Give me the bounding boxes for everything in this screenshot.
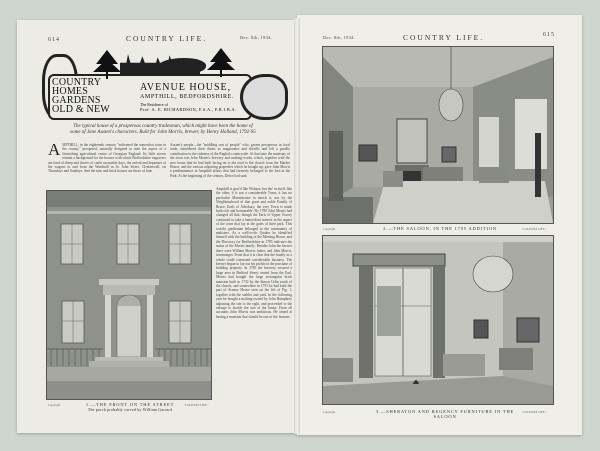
body-text: Ampthill is grac'd like Woburn, but tho' in itself, like the other, it is not a considerable Town; it has no particular Manufacture to enrich it, nor by the Neighbourhood of that great and noble Family of Bruce, Earls of Ailesbury, the very Town is made both rich and honourable. By 1780 John Morris had changed all that, though the Earls of Upper Ossory continued to take a benevolent interest in the aspect of the town that lay at the gates of their park. This worthy gentleman belonged to the community of maltsters. As a well-to-do Quaker he identified himself with the building of the Meeting House, and the Directory for Bedfordshire in 1785 indicates the status of the Morris family. Besides John the brewer there were William Morris, baker, and John Morris, ironmonger. From that it is clear that the family as a whole could command considerable business. The brewer began to lay out his profits in the purchase of building property. In 1785 the brewery secured a large area in Bedford Street, rented from the Earl. Morris had bought the large rectangular brick mansion built in 1732 by the Simon Urlin south of the church, and somewhere in 1791 he had built the part of Avenue House seen on the left of Fig. 1, together with the stables and yard. In the following year he bought a malting owned by John Humphrey adjoining the site to the right, and proceeded to the enlarge to double the size of the house. From all accounts John Morris was ambitious. He aimed at having a mansion that should be one of the features	[216, 187, 292, 319]
right-running-title: COUNTRY LIFE.	[403, 33, 485, 42]
tree-trunk	[220, 69, 222, 77]
figure-1-caption	[80, 402, 180, 412]
right-date: Dec. 8th, 1934.	[323, 35, 356, 40]
saloon-illustration	[323, 47, 553, 223]
figure-1-photo	[46, 190, 212, 400]
figure-1-credit-left: Copyright	[48, 403, 61, 407]
figure-1-caption-title: 1.—THE FRONT ON THE STREET	[85, 402, 175, 407]
saloon-furniture-illustration	[323, 236, 553, 404]
figure-3-credit-left: Copyright	[323, 410, 336, 414]
left-running-title: COUNTRY LIFE.	[126, 34, 208, 43]
scroll-right-ornament	[240, 74, 288, 120]
masthead-line: GARDENS	[52, 95, 101, 106]
right-page-number: 615	[543, 32, 555, 38]
body-column-2	[170, 143, 290, 187]
owner-name: Prof. A. E. RICHARDSON, F.S.A., F.R.I.B.A.	[140, 107, 237, 112]
body-text: Austen's people—the "middling sort of people" who, grown prosperous in local trade, shouldered their duties as magistrates and sheriffs and left a goodly contribution to the richness of the English countryside. At that time the mainstay of the town was John Morris's brewery and malting-works, which, together with the new house that he had built facing on to the road to the church from the Market House, and the various adjoining properties which he bought up, gave John Morris a predominance in Ampthill affairs that had formerly belonged to the lord at the Park. At the beginning of the century, Defoe had said:	[170, 143, 290, 178]
masthead-line: HOMES	[52, 86, 89, 97]
figure-3-photo	[322, 235, 554, 405]
residence-label: The Residence of	[140, 102, 168, 107]
masthead-line: OLD & NEW	[52, 104, 110, 115]
country-homes-banner	[48, 44, 298, 124]
standfirst: The typical house of a prosperous country tradesman, which might have been the home of some of Jane Austen's characters. Built for John Morris, brewer, by Henry Holland, 1792-95	[70, 124, 256, 135]
article-title: AVENUE HOUSE,	[140, 82, 232, 93]
figure-3-caption: 3.—SHERATON AND REGENCY FURNITURE IN THE SALOON	[375, 409, 515, 419]
peacock-hedge-icon	[158, 58, 206, 74]
figure-3-credit-right: "COUNTRY LIFE."	[522, 410, 547, 414]
article-title-block	[140, 82, 236, 112]
series-masthead	[52, 78, 110, 114]
masthead-line: COUNTRY	[52, 77, 102, 88]
figure-2-photo	[322, 46, 554, 224]
body-column-3	[216, 187, 292, 409]
body-text: MPTHILL, in the eighteenth century "enlivened the somewhat town in the county," prospered, naturally designed to note the aspect of a flourishing agricultural centre of Georgian England. Its little streets remain a background for the houses with which Bedfordshire engravers are fond of sheep and droves of cattle on market days, the arrival and departure of the wagons to and from the Windmill in St. John Street, Clerkenwell, on Thursdays and Sundays. And the trim and brick houses are those of Jane	[48, 143, 166, 174]
body-column-1	[48, 143, 166, 187]
left-date: Dec. 8th, 1934.	[240, 35, 273, 40]
figure-2-caption: 2.—THE SALOON, IN THE 1795 ADDITION	[383, 226, 497, 231]
article-location: AMPTHILL, BEDFORDSHIRE.	[140, 94, 234, 100]
figure-1-credit-right: "COUNTRY LIFE."	[184, 403, 209, 407]
house-front-illustration	[47, 191, 211, 399]
figure-2-credit-right: "COUNTRY LIFE."	[522, 227, 547, 231]
figure-1-subcaption: The porch probably carved by William Garrard	[87, 407, 173, 412]
left-page-number: 614	[48, 37, 60, 43]
figure-2-credit-left: Copyright	[323, 227, 336, 231]
drop-cap: A	[48, 143, 61, 159]
